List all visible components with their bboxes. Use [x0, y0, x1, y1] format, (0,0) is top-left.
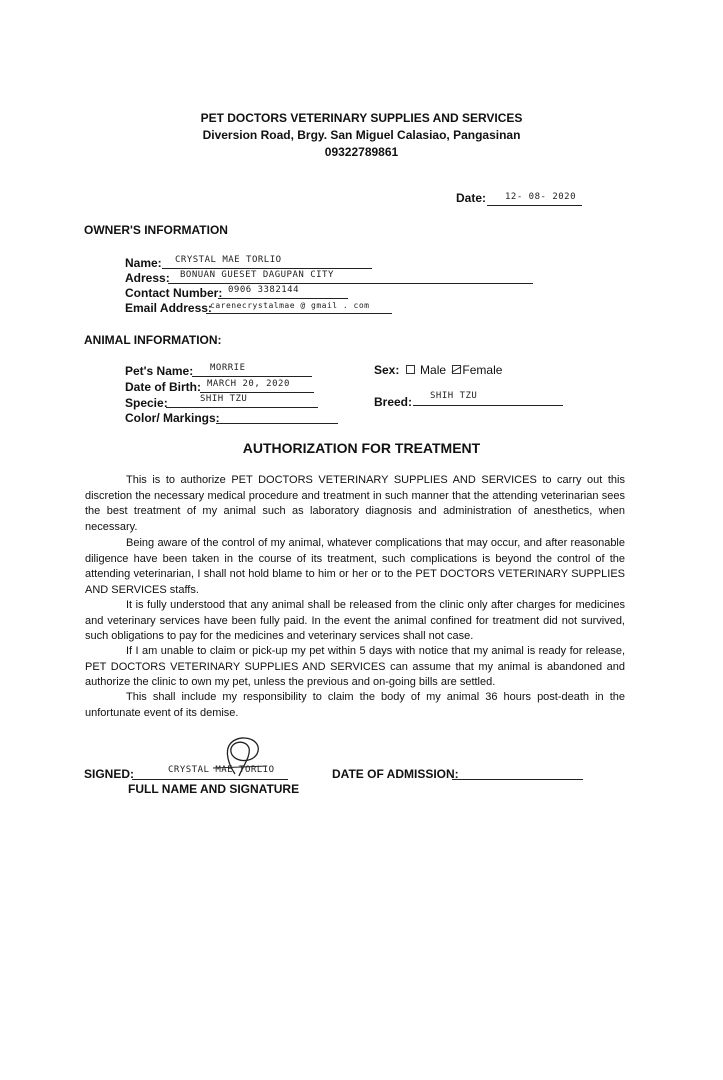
owner-email-value: carenecrystalmae @ gmail . com [210, 301, 370, 310]
sex-field [374, 363, 502, 377]
authorization-paragraph-1: This is to authorize PET DOCTORS VETERINARY SUPPLIES AND SERVICES to carry out this discretion the necessary medical procedure and treatment in such manner that the attending veterinarian sees the best treatment of my animal such as laboratory diagnosis and administration of anesthetics, when necessary. [85, 474, 625, 533]
admission-label: DATE OF ADMISSION: [332, 767, 459, 781]
signed-label: SIGNED: [84, 767, 135, 781]
dob-value: MARCH 20, 2020 [207, 379, 290, 389]
breed-label: Breed: [374, 395, 413, 409]
dob-label: Date of Birth: [125, 380, 201, 394]
animal-heading: ANIMAL INFORMATION: [84, 333, 222, 347]
date-value: 12- 08- 2020 [505, 192, 577, 202]
date-label: Date: [456, 191, 487, 205]
owner-contact-value: 0906 3382144 [228, 285, 300, 295]
owner-email-label: Email Address: [125, 301, 212, 315]
signature-caption: FULL NAME AND SIGNATURE [128, 782, 300, 796]
owner-name-line [162, 268, 372, 269]
owner-address-line [168, 283, 533, 284]
owner-address-value: BONUAN GUESET DAGUPAN CITY [180, 270, 334, 280]
owner-heading: OWNER'S INFORMATION [84, 223, 228, 237]
specie-label: Specie: [125, 396, 168, 410]
male-checkbox[interactable] [406, 365, 415, 374]
sex-label: Sex: [374, 363, 400, 377]
authorization-paragraph-4: If I am unable to claim or pick-up my pet within 5 days with notice that my animal is ready for release, PET DOCTORS VETERINARY SUPPLIES AND SERVICES can assume that my animal is abandoned and authorize the clinic to own my pet, unless the previous and on-going bills are settled. [85, 645, 625, 689]
specie-line [166, 407, 318, 408]
signed-line [132, 779, 288, 780]
dob-line [200, 392, 314, 393]
authorization-paragraph-5: This shall include my responsibility to claim the body of my animal 36 hours post-death in the unfortunate event of its demise. [85, 691, 625, 719]
pet-name-line [192, 376, 312, 377]
breed-value: SHIH TZU [430, 391, 478, 401]
breed-line [413, 405, 563, 406]
company-address: Diversion Road, Brgy. San Miguel Calasiao, Pangasinan [202, 128, 521, 142]
owner-email-line [206, 313, 392, 314]
color-markings-line [216, 423, 338, 424]
male-option-label: Male [420, 363, 447, 377]
color-markings-label: Color/ Markings: [125, 411, 220, 425]
company-name: PET DOCTORS VETERINARY SUPPLIES AND SERVICES [200, 111, 523, 125]
female-option-label: Female [462, 363, 503, 377]
owner-address-label: Adress: [125, 271, 170, 285]
company-phone: 09322789861 [324, 145, 399, 159]
female-checkbox-checked[interactable] [452, 365, 461, 374]
owner-contact-line [218, 298, 348, 299]
admission-line [452, 779, 583, 780]
authorization-paragraph-3: It is fully understood that any animal shall be released from the clinic only after charges for medicines and veterinary services have been fully paid. In the event the animal confined for treatment did not survived, such obligations to pay for the medicines and veterinary services shall not case. [85, 599, 625, 643]
pet-name-value: MORRIE [210, 363, 246, 373]
owner-name-value: CRYSTAL MAE TORLIO [175, 255, 282, 265]
signed-name-value: CRYSTAL MAE TORLIO [168, 765, 275, 775]
authorization-paragraph-2: Being aware of the control of my animal, whatever complications that may occur, and after reasonable diligence have been taken in the course of its treatment, such complications is beyond the control of the attending veterinarian, I shall not hold blame to him or her or to the PET DOCTORS VETERINARY SUPPLIES AND SERVICES staffs. [85, 537, 625, 596]
owner-contact-label: Contact Number: [125, 286, 223, 300]
pet-name-label: Pet's Name: [125, 364, 194, 378]
specie-value: SHIH TZU [200, 394, 248, 404]
owner-name-label: Name: [125, 256, 162, 270]
date-line [487, 205, 582, 206]
authorization-title: AUTHORIZATION FOR TREATMENT [242, 440, 481, 456]
